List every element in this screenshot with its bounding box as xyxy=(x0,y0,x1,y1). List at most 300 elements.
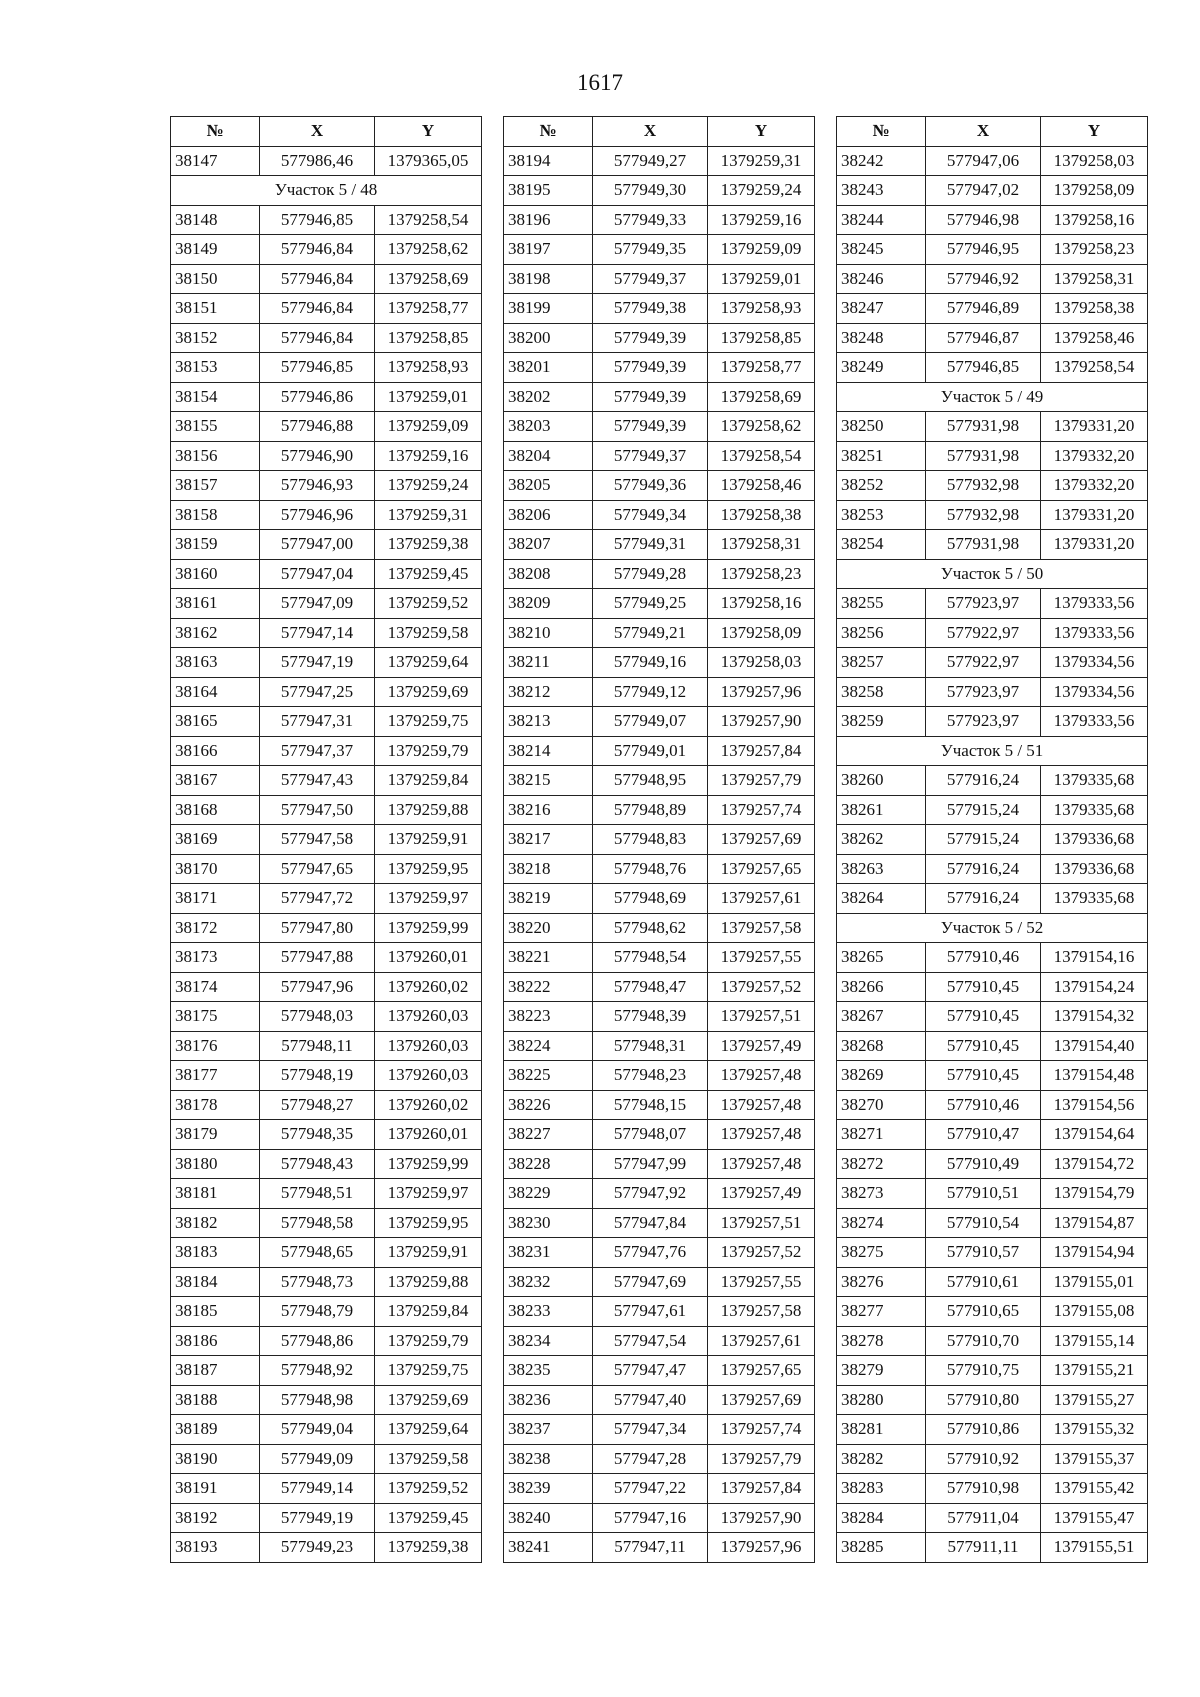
point-number-cell: 38212 xyxy=(504,677,593,707)
point-number-cell: 38202 xyxy=(504,382,593,412)
x-coordinate-cell: 577986,46 xyxy=(260,146,375,176)
point-number-cell: 38228 xyxy=(504,1149,593,1179)
y-coordinate-cell: 1379257,90 xyxy=(708,1503,815,1533)
point-number-cell: 38243 xyxy=(837,176,926,206)
point-number-cell: 38186 xyxy=(171,1326,260,1356)
x-coordinate-cell: 577910,45 xyxy=(926,1031,1041,1061)
x-coordinate-cell: 577910,51 xyxy=(926,1179,1041,1209)
section-title: Участок 5 / 52 xyxy=(837,913,1148,943)
table-row xyxy=(171,1474,482,1504)
table-row xyxy=(504,500,815,530)
table-row xyxy=(504,1474,815,1504)
x-coordinate-cell: 577946,93 xyxy=(260,471,375,501)
y-coordinate-cell: 1379155,27 xyxy=(1041,1385,1148,1415)
x-coordinate-cell: 577948,58 xyxy=(260,1208,375,1238)
x-coordinate-cell: 577949,39 xyxy=(593,353,708,383)
table-row xyxy=(171,677,482,707)
y-coordinate-cell: 1379260,01 xyxy=(375,943,482,973)
x-coordinate-cell: 577911,04 xyxy=(926,1503,1041,1533)
table-row xyxy=(837,235,1148,265)
table-row xyxy=(504,766,815,796)
y-coordinate-cell: 1379258,54 xyxy=(375,205,482,235)
header-number: № xyxy=(504,117,593,147)
point-number-cell: 38240 xyxy=(504,1503,593,1533)
header-x: X xyxy=(926,117,1041,147)
y-coordinate-cell: 1379259,09 xyxy=(708,235,815,265)
table-row xyxy=(837,1179,1148,1209)
x-coordinate-cell: 577916,24 xyxy=(926,854,1041,884)
table-row xyxy=(504,1533,815,1563)
y-coordinate-cell: 1379257,52 xyxy=(708,972,815,1002)
x-coordinate-cell: 577948,51 xyxy=(260,1179,375,1209)
table-row xyxy=(504,707,815,737)
y-coordinate-cell: 1379257,74 xyxy=(708,795,815,825)
x-coordinate-cell: 577948,89 xyxy=(593,795,708,825)
point-number-cell: 38272 xyxy=(837,1149,926,1179)
table-row xyxy=(171,766,482,796)
x-coordinate-cell: 577947,19 xyxy=(260,648,375,678)
table-row xyxy=(171,648,482,678)
point-number-cell: 38174 xyxy=(171,972,260,1002)
x-coordinate-cell: 577946,96 xyxy=(260,500,375,530)
y-coordinate-cell: 1379259,75 xyxy=(375,707,482,737)
y-coordinate-cell: 1379258,23 xyxy=(1041,235,1148,265)
y-coordinate-cell: 1379257,69 xyxy=(708,1385,815,1415)
x-coordinate-cell: 577949,27 xyxy=(593,146,708,176)
table-row xyxy=(171,1179,482,1209)
y-coordinate-cell: 1379258,31 xyxy=(708,530,815,560)
x-coordinate-cell: 577922,97 xyxy=(926,648,1041,678)
point-number-cell: 38242 xyxy=(837,146,926,176)
table-row xyxy=(171,1356,482,1386)
table-row xyxy=(504,1238,815,1268)
x-coordinate-cell: 577932,98 xyxy=(926,500,1041,530)
x-coordinate-cell: 577948,76 xyxy=(593,854,708,884)
section-row xyxy=(837,559,1148,589)
table-row xyxy=(171,1444,482,1474)
header-number: № xyxy=(837,117,926,147)
table-row xyxy=(837,707,1148,737)
x-coordinate-cell: 577947,34 xyxy=(593,1415,708,1445)
y-coordinate-cell: 1379259,88 xyxy=(375,795,482,825)
x-coordinate-cell: 577949,34 xyxy=(593,500,708,530)
table-row xyxy=(837,1474,1148,1504)
point-number-cell: 38219 xyxy=(504,884,593,914)
table-row xyxy=(837,1356,1148,1386)
x-coordinate-cell: 577946,84 xyxy=(260,323,375,353)
table-row xyxy=(504,1208,815,1238)
y-coordinate-cell: 1379154,64 xyxy=(1041,1120,1148,1150)
point-number-cell: 38190 xyxy=(171,1444,260,1474)
y-coordinate-cell: 1379331,20 xyxy=(1041,500,1148,530)
table-row xyxy=(504,412,815,442)
point-number-cell: 38184 xyxy=(171,1267,260,1297)
y-coordinate-cell: 1379259,52 xyxy=(375,1474,482,1504)
y-coordinate-cell: 1379259,24 xyxy=(375,471,482,501)
y-coordinate-cell: 1379258,16 xyxy=(708,589,815,619)
section-title: Участок 5 / 49 xyxy=(837,382,1148,412)
point-number-cell: 38171 xyxy=(171,884,260,914)
point-number-cell: 38230 xyxy=(504,1208,593,1238)
x-coordinate-cell: 577932,98 xyxy=(926,471,1041,501)
x-coordinate-cell: 577949,19 xyxy=(260,1503,375,1533)
x-coordinate-cell: 577915,24 xyxy=(926,825,1041,855)
y-coordinate-cell: 1379258,03 xyxy=(1041,146,1148,176)
x-coordinate-cell: 577931,98 xyxy=(926,441,1041,471)
y-coordinate-cell: 1379335,68 xyxy=(1041,795,1148,825)
header-x: X xyxy=(593,117,708,147)
y-coordinate-cell: 1379259,79 xyxy=(375,736,482,766)
table-row xyxy=(171,1090,482,1120)
point-number-cell: 38237 xyxy=(504,1415,593,1445)
point-number-cell: 38203 xyxy=(504,412,593,442)
y-coordinate-cell: 1379259,16 xyxy=(708,205,815,235)
y-coordinate-cell: 1379257,65 xyxy=(708,1356,815,1386)
x-coordinate-cell: 577949,04 xyxy=(260,1415,375,1445)
y-coordinate-cell: 1379331,20 xyxy=(1041,412,1148,442)
table-row xyxy=(171,294,482,324)
x-coordinate-cell: 577946,84 xyxy=(260,294,375,324)
table-row xyxy=(837,1002,1148,1032)
y-coordinate-cell: 1379332,20 xyxy=(1041,441,1148,471)
table-row xyxy=(837,146,1148,176)
x-coordinate-cell: 577947,50 xyxy=(260,795,375,825)
point-number-cell: 38153 xyxy=(171,353,260,383)
x-coordinate-cell: 577947,40 xyxy=(593,1385,708,1415)
point-number-cell: 38281 xyxy=(837,1415,926,1445)
point-number-cell: 38278 xyxy=(837,1326,926,1356)
x-coordinate-cell: 577947,76 xyxy=(593,1238,708,1268)
point-number-cell: 38253 xyxy=(837,500,926,530)
point-number-cell: 38155 xyxy=(171,412,260,442)
y-coordinate-cell: 1379335,68 xyxy=(1041,766,1148,796)
y-coordinate-cell: 1379257,84 xyxy=(708,736,815,766)
y-coordinate-cell: 1379257,96 xyxy=(708,1533,815,1563)
point-number-cell: 38268 xyxy=(837,1031,926,1061)
table-row xyxy=(837,766,1148,796)
y-coordinate-cell: 1379257,51 xyxy=(708,1208,815,1238)
point-number-cell: 38255 xyxy=(837,589,926,619)
point-number-cell: 38257 xyxy=(837,648,926,678)
table-row xyxy=(171,412,482,442)
point-number-cell: 38274 xyxy=(837,1208,926,1238)
point-number-cell: 38222 xyxy=(504,972,593,1002)
point-number-cell: 38188 xyxy=(171,1385,260,1415)
x-coordinate-cell: 577911,11 xyxy=(926,1533,1041,1563)
x-coordinate-cell: 577949,33 xyxy=(593,205,708,235)
y-coordinate-cell: 1379257,51 xyxy=(708,1002,815,1032)
y-coordinate-cell: 1379257,65 xyxy=(708,854,815,884)
y-coordinate-cell: 1379259,31 xyxy=(375,500,482,530)
point-number-cell: 38270 xyxy=(837,1090,926,1120)
x-coordinate-cell: 577948,23 xyxy=(593,1061,708,1091)
x-coordinate-cell: 577947,84 xyxy=(593,1208,708,1238)
y-coordinate-cell: 1379258,23 xyxy=(708,559,815,589)
y-coordinate-cell: 1379257,52 xyxy=(708,1238,815,1268)
y-coordinate-cell: 1379259,95 xyxy=(375,1208,482,1238)
table-row xyxy=(504,382,815,412)
table-row xyxy=(837,471,1148,501)
x-coordinate-cell: 577910,65 xyxy=(926,1297,1041,1327)
point-number-cell: 38223 xyxy=(504,1002,593,1032)
point-number-cell: 38217 xyxy=(504,825,593,855)
point-number-cell: 38152 xyxy=(171,323,260,353)
y-coordinate-cell: 1379259,79 xyxy=(375,1326,482,1356)
point-number-cell: 38177 xyxy=(171,1061,260,1091)
y-coordinate-cell: 1379259,64 xyxy=(375,1415,482,1445)
table-row xyxy=(504,205,815,235)
point-number-cell: 38206 xyxy=(504,500,593,530)
y-coordinate-cell: 1379259,45 xyxy=(375,1503,482,1533)
point-number-cell: 38226 xyxy=(504,1090,593,1120)
x-coordinate-cell: 577946,89 xyxy=(926,294,1041,324)
y-coordinate-cell: 1379259,97 xyxy=(375,884,482,914)
table-row xyxy=(171,854,482,884)
table-row xyxy=(837,441,1148,471)
x-coordinate-cell: 577947,47 xyxy=(593,1356,708,1386)
point-number-cell: 38250 xyxy=(837,412,926,442)
x-coordinate-cell: 577947,16 xyxy=(593,1503,708,1533)
x-coordinate-cell: 577947,58 xyxy=(260,825,375,855)
y-coordinate-cell: 1379257,49 xyxy=(708,1179,815,1209)
y-coordinate-cell: 1379257,48 xyxy=(708,1061,815,1091)
table-row xyxy=(504,1090,815,1120)
x-coordinate-cell: 577949,39 xyxy=(593,382,708,412)
point-number-cell: 38236 xyxy=(504,1385,593,1415)
y-coordinate-cell: 1379259,64 xyxy=(375,648,482,678)
table-row xyxy=(837,884,1148,914)
y-coordinate-cell: 1379257,79 xyxy=(708,766,815,796)
y-coordinate-cell: 1379260,03 xyxy=(375,1002,482,1032)
point-number-cell: 38269 xyxy=(837,1061,926,1091)
y-coordinate-cell: 1379259,24 xyxy=(708,176,815,206)
table-row xyxy=(504,353,815,383)
y-coordinate-cell: 1379259,99 xyxy=(375,1149,482,1179)
y-coordinate-cell: 1379258,77 xyxy=(375,294,482,324)
y-coordinate-cell: 1379259,45 xyxy=(375,559,482,589)
point-number-cell: 38259 xyxy=(837,707,926,737)
y-coordinate-cell: 1379258,46 xyxy=(1041,323,1148,353)
section-title: Участок 5 / 51 xyxy=(837,736,1148,766)
x-coordinate-cell: 577949,28 xyxy=(593,559,708,589)
x-coordinate-cell: 577949,30 xyxy=(593,176,708,206)
table-row xyxy=(837,1297,1148,1327)
table-row xyxy=(837,412,1148,442)
table-row xyxy=(171,1326,482,1356)
x-coordinate-cell: 577910,46 xyxy=(926,1090,1041,1120)
y-coordinate-cell: 1379260,02 xyxy=(375,1090,482,1120)
table-row xyxy=(171,500,482,530)
y-coordinate-cell: 1379259,97 xyxy=(375,1179,482,1209)
point-number-cell: 38162 xyxy=(171,618,260,648)
point-number-cell: 38191 xyxy=(171,1474,260,1504)
table-row xyxy=(171,1238,482,1268)
table-row xyxy=(504,825,815,855)
point-number-cell: 38164 xyxy=(171,677,260,707)
y-coordinate-cell: 1379333,56 xyxy=(1041,618,1148,648)
header-number: № xyxy=(171,117,260,147)
y-coordinate-cell: 1379258,93 xyxy=(375,353,482,383)
point-number-cell: 38279 xyxy=(837,1356,926,1386)
header-x: X xyxy=(260,117,375,147)
y-coordinate-cell: 1379333,56 xyxy=(1041,707,1148,737)
point-number-cell: 38205 xyxy=(504,471,593,501)
y-coordinate-cell: 1379260,03 xyxy=(375,1061,482,1091)
point-number-cell: 38238 xyxy=(504,1444,593,1474)
y-coordinate-cell: 1379257,84 xyxy=(708,1474,815,1504)
x-coordinate-cell: 577931,98 xyxy=(926,530,1041,560)
point-number-cell: 38273 xyxy=(837,1179,926,1209)
point-number-cell: 38244 xyxy=(837,205,926,235)
point-number-cell: 38159 xyxy=(171,530,260,560)
point-number-cell: 38213 xyxy=(504,707,593,737)
point-number-cell: 38192 xyxy=(171,1503,260,1533)
y-coordinate-cell: 1379336,68 xyxy=(1041,825,1148,855)
table-row xyxy=(837,1149,1148,1179)
header-y: Y xyxy=(708,117,815,147)
x-coordinate-cell: 577910,98 xyxy=(926,1474,1041,1504)
point-number-cell: 38235 xyxy=(504,1356,593,1386)
table-row xyxy=(171,589,482,619)
x-coordinate-cell: 577910,46 xyxy=(926,943,1041,973)
x-coordinate-cell: 577946,86 xyxy=(260,382,375,412)
y-coordinate-cell: 1379259,58 xyxy=(375,618,482,648)
table-row xyxy=(171,205,482,235)
table-row xyxy=(171,235,482,265)
x-coordinate-cell: 577949,01 xyxy=(593,736,708,766)
point-number-cell: 38165 xyxy=(171,707,260,737)
point-number-cell: 38227 xyxy=(504,1120,593,1150)
coordinate-table-3 xyxy=(836,116,1148,1563)
y-coordinate-cell: 1379257,79 xyxy=(708,1444,815,1474)
point-number-cell: 38266 xyxy=(837,972,926,1002)
x-coordinate-cell: 577916,24 xyxy=(926,766,1041,796)
point-number-cell: 38173 xyxy=(171,943,260,973)
x-coordinate-cell: 577947,25 xyxy=(260,677,375,707)
table-row xyxy=(837,1267,1148,1297)
table-row xyxy=(837,353,1148,383)
y-coordinate-cell: 1379258,38 xyxy=(708,500,815,530)
y-coordinate-cell: 1379259,91 xyxy=(375,1238,482,1268)
header-y: Y xyxy=(375,117,482,147)
x-coordinate-cell: 577947,80 xyxy=(260,913,375,943)
x-coordinate-cell: 577923,97 xyxy=(926,707,1041,737)
point-number-cell: 38260 xyxy=(837,766,926,796)
y-coordinate-cell: 1379154,32 xyxy=(1041,1002,1148,1032)
point-number-cell: 38196 xyxy=(504,205,593,235)
x-coordinate-cell: 577910,47 xyxy=(926,1120,1041,1150)
point-number-cell: 38229 xyxy=(504,1179,593,1209)
point-number-cell: 38275 xyxy=(837,1238,926,1268)
table-row xyxy=(837,1120,1148,1150)
point-number-cell: 38251 xyxy=(837,441,926,471)
x-coordinate-cell: 577948,35 xyxy=(260,1120,375,1150)
point-number-cell: 38163 xyxy=(171,648,260,678)
point-number-cell: 38277 xyxy=(837,1297,926,1327)
table-row xyxy=(504,618,815,648)
x-coordinate-cell: 577948,11 xyxy=(260,1031,375,1061)
table-row xyxy=(504,176,815,206)
x-coordinate-cell: 577948,54 xyxy=(593,943,708,973)
table-row xyxy=(171,1415,482,1445)
point-number-cell: 38197 xyxy=(504,235,593,265)
table-row xyxy=(171,353,482,383)
x-coordinate-cell: 577910,80 xyxy=(926,1385,1041,1415)
point-number-cell: 38148 xyxy=(171,205,260,235)
table-row xyxy=(504,559,815,589)
y-coordinate-cell: 1379257,48 xyxy=(708,1149,815,1179)
x-coordinate-cell: 577910,92 xyxy=(926,1444,1041,1474)
table-row xyxy=(504,530,815,560)
point-number-cell: 38194 xyxy=(504,146,593,176)
y-coordinate-cell: 1379258,85 xyxy=(708,323,815,353)
y-coordinate-cell: 1379154,79 xyxy=(1041,1179,1148,1209)
point-number-cell: 38248 xyxy=(837,323,926,353)
point-number-cell: 38265 xyxy=(837,943,926,973)
point-number-cell: 38220 xyxy=(504,913,593,943)
x-coordinate-cell: 577948,69 xyxy=(593,884,708,914)
x-coordinate-cell: 577948,15 xyxy=(593,1090,708,1120)
table-row xyxy=(504,1444,815,1474)
y-coordinate-cell: 1379155,47 xyxy=(1041,1503,1148,1533)
y-coordinate-cell: 1379155,14 xyxy=(1041,1326,1148,1356)
table-row xyxy=(837,1031,1148,1061)
y-coordinate-cell: 1379154,56 xyxy=(1041,1090,1148,1120)
y-coordinate-cell: 1379259,01 xyxy=(375,382,482,412)
y-coordinate-cell: 1379257,48 xyxy=(708,1090,815,1120)
table-row xyxy=(504,294,815,324)
table-row xyxy=(504,264,815,294)
y-coordinate-cell: 1379257,58 xyxy=(708,1297,815,1327)
table-row xyxy=(837,500,1148,530)
table-row xyxy=(171,795,482,825)
y-coordinate-cell: 1379154,24 xyxy=(1041,972,1148,1002)
table-row xyxy=(504,1031,815,1061)
y-coordinate-cell: 1379258,46 xyxy=(708,471,815,501)
y-coordinate-cell: 1379155,08 xyxy=(1041,1297,1148,1327)
point-number-cell: 38271 xyxy=(837,1120,926,1150)
x-coordinate-cell: 577946,90 xyxy=(260,441,375,471)
point-number-cell: 38172 xyxy=(171,913,260,943)
point-number-cell: 38276 xyxy=(837,1267,926,1297)
x-coordinate-cell: 577947,96 xyxy=(260,972,375,1002)
x-coordinate-cell: 577947,09 xyxy=(260,589,375,619)
table-row xyxy=(837,294,1148,324)
x-coordinate-cell: 577949,09 xyxy=(260,1444,375,1474)
table-row xyxy=(171,1385,482,1415)
point-number-cell: 38181 xyxy=(171,1179,260,1209)
x-coordinate-cell: 577947,11 xyxy=(593,1533,708,1563)
table-row xyxy=(837,1238,1148,1268)
point-number-cell: 38207 xyxy=(504,530,593,560)
y-coordinate-cell: 1379258,62 xyxy=(375,235,482,265)
table-row xyxy=(171,1208,482,1238)
table-row xyxy=(504,1503,815,1533)
point-number-cell: 38225 xyxy=(504,1061,593,1091)
point-number-cell: 38180 xyxy=(171,1149,260,1179)
table-header-row xyxy=(171,117,482,147)
table-row xyxy=(837,1385,1148,1415)
point-number-cell: 38247 xyxy=(837,294,926,324)
y-coordinate-cell: 1379258,69 xyxy=(708,382,815,412)
y-coordinate-cell: 1379154,72 xyxy=(1041,1149,1148,1179)
table-row xyxy=(171,323,482,353)
y-coordinate-cell: 1379259,91 xyxy=(375,825,482,855)
point-number-cell: 38210 xyxy=(504,618,593,648)
point-number-cell: 38154 xyxy=(171,382,260,412)
x-coordinate-cell: 577946,85 xyxy=(926,353,1041,383)
y-coordinate-cell: 1379258,03 xyxy=(708,648,815,678)
